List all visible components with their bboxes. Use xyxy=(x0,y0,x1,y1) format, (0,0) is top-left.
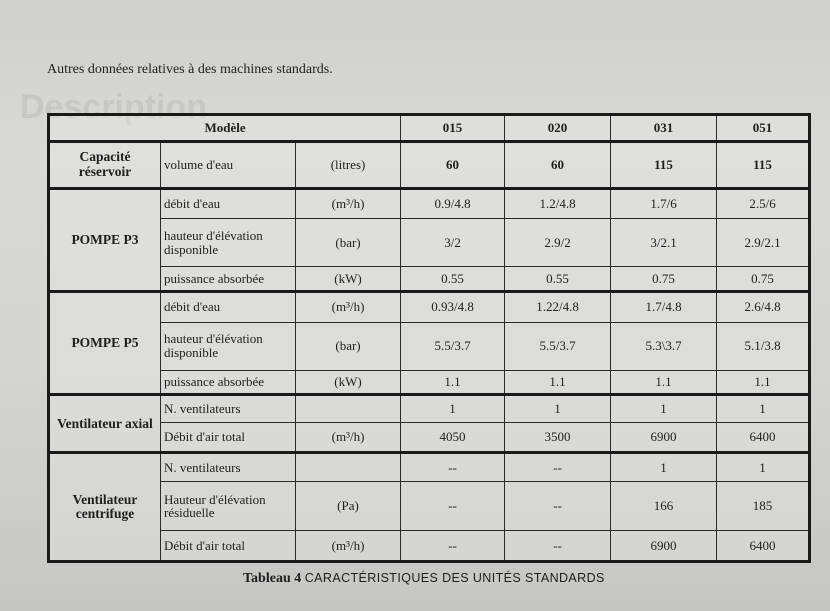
row-unit xyxy=(296,395,401,423)
caption-title: CARACTÉRISTIQUES DES UNITÉS STANDARDS xyxy=(304,571,605,585)
bleed-through-heading: Description xyxy=(20,88,208,126)
cell: 166 xyxy=(611,482,717,531)
cell: 0.93/4.8 xyxy=(401,291,505,322)
cell: 1.22/4.8 xyxy=(505,291,611,322)
group-ventilateur-centrifuge: Ventilateur centrifuge xyxy=(49,453,161,562)
cell: 0.9/4.8 xyxy=(401,188,505,219)
row-unit: (kW) xyxy=(296,267,401,292)
cell: 3/2.1 xyxy=(611,219,717,267)
row-label: volume d'eau xyxy=(161,141,296,188)
cell: 0.75 xyxy=(717,267,810,292)
table-row xyxy=(49,188,810,219)
cell: 1 xyxy=(611,453,717,482)
cell: 1.7/4.8 xyxy=(611,291,717,322)
cell: 5.5/3.7 xyxy=(505,322,611,370)
table-row xyxy=(49,141,810,188)
cell: 2.6/4.8 xyxy=(717,291,810,322)
cell: 5.3\3.7 xyxy=(611,322,717,370)
cell: 1 xyxy=(401,395,505,423)
cell: -- xyxy=(505,531,611,562)
spec-table xyxy=(47,113,811,563)
table-row xyxy=(49,291,810,322)
cell: 1 xyxy=(717,395,810,423)
row-unit: (m³/h) xyxy=(296,531,401,562)
cell: 1.1 xyxy=(611,370,717,395)
row-label: puissance absorbée xyxy=(161,370,296,395)
cell: 185 xyxy=(717,482,810,531)
table-row xyxy=(49,370,810,395)
row-label: N. ventilateurs xyxy=(161,453,296,482)
cell: 5.1/3.8 xyxy=(717,322,810,370)
cell: 6400 xyxy=(717,531,810,562)
cell: 115 xyxy=(717,141,810,188)
row-unit: (Pa) xyxy=(296,482,401,531)
caption-number: Tableau 4 xyxy=(243,571,302,586)
cell: 4050 xyxy=(401,422,505,453)
cell: 3500 xyxy=(505,422,611,453)
model-015: 015 xyxy=(401,115,505,142)
cell: 60 xyxy=(505,141,611,188)
cell: 6400 xyxy=(717,422,810,453)
row-label: hauteur d'élévation disponible xyxy=(161,219,296,267)
cell: 1 xyxy=(505,395,611,423)
group-ventilateur-axial: Ventilateur axial xyxy=(49,395,161,453)
cell: 1 xyxy=(611,395,717,423)
header-row xyxy=(49,115,810,142)
cell: 1.7/6 xyxy=(611,188,717,219)
cell: 1.1 xyxy=(505,370,611,395)
row-unit xyxy=(296,453,401,482)
row-unit: (bar) xyxy=(296,322,401,370)
table-row xyxy=(49,453,810,482)
table-row xyxy=(49,395,810,423)
table-row xyxy=(49,219,810,267)
row-label: Hauteur d'élévation résiduelle xyxy=(161,482,296,531)
group-pompe-p5: POMPE P5 xyxy=(49,291,161,394)
intro-text: Autres données relatives à des machines standards. xyxy=(47,62,333,77)
cell: 1 xyxy=(717,453,810,482)
row-unit: (m³/h) xyxy=(296,188,401,219)
model-031: 031 xyxy=(611,115,717,142)
row-label: Débit d'air total xyxy=(161,531,296,562)
row-label: hauteur d'élévation disponible xyxy=(161,322,296,370)
cell: -- xyxy=(401,482,505,531)
row-unit: (bar) xyxy=(296,219,401,267)
cell: 0.55 xyxy=(401,267,505,292)
cell: 60 xyxy=(401,141,505,188)
table-row xyxy=(49,322,810,370)
cell: 3/2 xyxy=(401,219,505,267)
cell: 2.5/6 xyxy=(717,188,810,219)
row-label: débit d'eau xyxy=(161,291,296,322)
group-capacite: Capacité réservoir xyxy=(49,141,161,188)
cell: -- xyxy=(401,531,505,562)
table-row xyxy=(49,482,810,531)
row-unit: (kW) xyxy=(296,370,401,395)
model-020: 020 xyxy=(505,115,611,142)
cell: 2.9/2.1 xyxy=(717,219,810,267)
table-caption xyxy=(243,571,605,587)
row-unit: (m³/h) xyxy=(296,422,401,453)
cell: 5.5/3.7 xyxy=(401,322,505,370)
cell: 115 xyxy=(611,141,717,188)
row-unit: (m³/h) xyxy=(296,291,401,322)
cell: -- xyxy=(505,482,611,531)
cell: 0.75 xyxy=(611,267,717,292)
model-051: 051 xyxy=(717,115,810,142)
group-pompe-p3: POMPE P3 xyxy=(49,188,161,291)
table-row xyxy=(49,531,810,562)
cell: -- xyxy=(401,453,505,482)
cell: 1.2/4.8 xyxy=(505,188,611,219)
row-unit: (litres) xyxy=(296,141,401,188)
row-label: N. ventilateurs xyxy=(161,395,296,423)
cell: 2.9/2 xyxy=(505,219,611,267)
cell: 1.1 xyxy=(717,370,810,395)
cell: 6900 xyxy=(611,422,717,453)
model-label: Modèle xyxy=(49,115,401,142)
row-label: débit d'eau xyxy=(161,188,296,219)
cell: -- xyxy=(505,453,611,482)
row-label: puissance absorbée xyxy=(161,267,296,292)
row-label: Débit d'air total xyxy=(161,422,296,453)
cell: 0.55 xyxy=(505,267,611,292)
table-row xyxy=(49,267,810,292)
cell: 1.1 xyxy=(401,370,505,395)
cell: 6900 xyxy=(611,531,717,562)
table-row xyxy=(49,422,810,453)
